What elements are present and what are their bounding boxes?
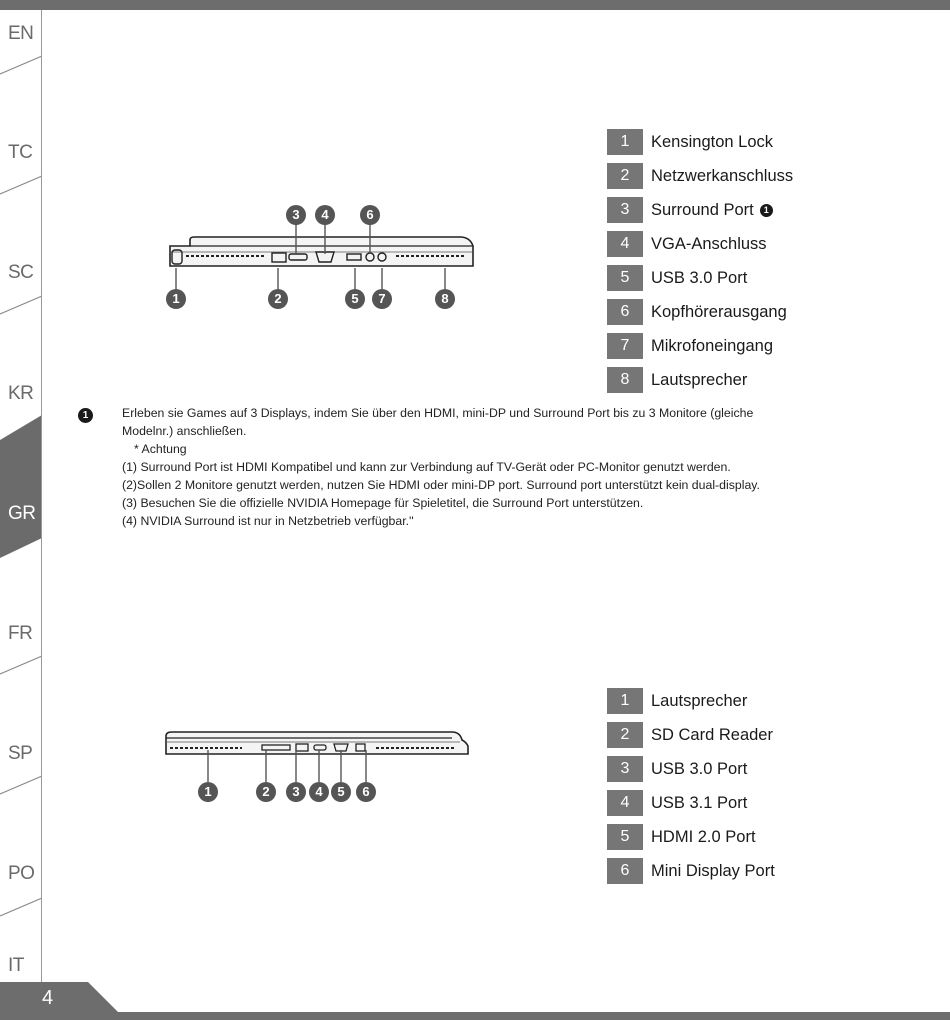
footnote-marker-icon: 1 [78,408,93,423]
footnote-marker-icon: 1 [760,204,773,217]
legend-number: 4 [607,790,643,816]
legend-row [607,129,793,155]
lang-tab-tc[interactable]: TC [8,142,33,163]
legend-number: 2 [607,163,643,189]
lang-tab-en[interactable]: EN [8,23,34,44]
legend-row [607,824,775,850]
legend-number: 7 [607,333,643,359]
callout-5: 5 [345,289,365,309]
legend-label: Mikrofoneingang [651,336,773,355]
legend-number: 6 [607,299,643,325]
lang-tab-fr[interactable]: FR [8,623,33,644]
callout-7: 7 [372,289,392,309]
legend-row [607,197,793,223]
left-side-legend [607,129,793,401]
legend-label: Surround Port [651,200,754,219]
legend-number: 3 [607,756,643,782]
bottom-bar [0,1012,950,1020]
top-bar [0,0,950,10]
lang-tab-it[interactable]: IT [8,955,24,976]
callout-3: 3 [286,782,306,802]
callout-1: 1 [166,289,186,309]
legend-label: Kopfhörerausgang [651,302,787,321]
callout-3: 3 [286,205,306,225]
legend-label: Lautsprecher [651,691,748,710]
legend-number: 6 [607,858,643,884]
note-line: (3) Besuchen Sie die offizielle NVIDIA Homepage für Spieletitel, die Surround Port unterstützen. [122,496,644,510]
note-line: (4) NVIDIA Surround ist nur in Netzbetrieb verfügbar.'' [122,514,414,528]
callout-8: 8 [435,289,455,309]
legend-row [607,722,775,748]
callout-2: 2 [268,289,288,309]
note-line: Modelnr.) anschließen. [122,424,247,438]
note-line: Erleben sie Games auf 3 Displays, indem Sie über den HDMI, mini-DP und Surround Port bis zu 3 Monitore (gleiche [122,406,754,420]
legend-label: VGA-Anschluss [651,234,767,253]
legend-row [607,333,793,359]
lang-tab-sc[interactable]: SC [8,262,34,283]
legend-label: Kensington Lock [651,132,774,151]
lang-tab-kr[interactable]: KR [8,383,34,404]
legend-label: USB 3.0 Port [651,759,748,778]
legend-row [607,265,793,291]
callout-4: 4 [315,205,335,225]
legend-row [607,790,775,816]
legend-label: Netzwerkanschluss [651,166,794,185]
note-line: (1) Surround Port ist HDMI Kompatibel und kann zur Verbindung auf TV-Gerät oder PC-Monitor genutzt werden. [122,460,731,474]
callout-2: 2 [256,782,276,802]
lang-tab-gr[interactable]: GR [8,503,36,524]
legend-number: 1 [607,129,643,155]
callout-6: 6 [360,205,380,225]
callout-6: 6 [356,782,376,802]
page-number: 4 [42,987,54,1009]
legend-label: USB 3.1 Port [651,793,748,812]
legend-row [607,858,775,884]
lang-tab-po[interactable]: PO [8,863,35,884]
sidebar-border [41,10,42,982]
legend-number: 5 [607,265,643,291]
lang-tab-sp[interactable]: SP [8,743,33,764]
legend-row [607,688,775,714]
legend-number: 2 [607,722,643,748]
legend-label: Lautsprecher [651,370,748,389]
legend-label: SD Card Reader [651,725,773,744]
legend-label: Mini Display Port [651,861,775,880]
legend-row [607,299,793,325]
left-callout-lines [160,210,480,310]
legend-number: 3 [607,197,643,223]
legend-row [607,231,793,257]
right-side-legend [607,688,775,892]
note-line: (2)Sollen 2 Monitore genutzt werden, nutzen Sie HDMI oder mini-DP port. Surround port unterstützt kein dual-display. [122,478,760,492]
page-number-tab [0,982,120,1014]
legend-row [607,756,775,782]
legend-row [607,367,793,393]
active-language-tab [0,415,42,558]
callout-5: 5 [331,782,351,802]
legend-label: USB 3.0 Port [651,268,748,287]
legend-label: HDMI 2.0 Port [651,827,756,846]
legend-number: 4 [607,231,643,257]
callout-1: 1 [198,782,218,802]
note-line: * Achtung [134,442,187,456]
legend-number: 1 [607,688,643,714]
callout-4: 4 [309,782,329,802]
legend-row [607,163,793,189]
legend-number: 5 [607,824,643,850]
surround-port-note [122,404,842,530]
legend-number: 8 [607,367,643,393]
